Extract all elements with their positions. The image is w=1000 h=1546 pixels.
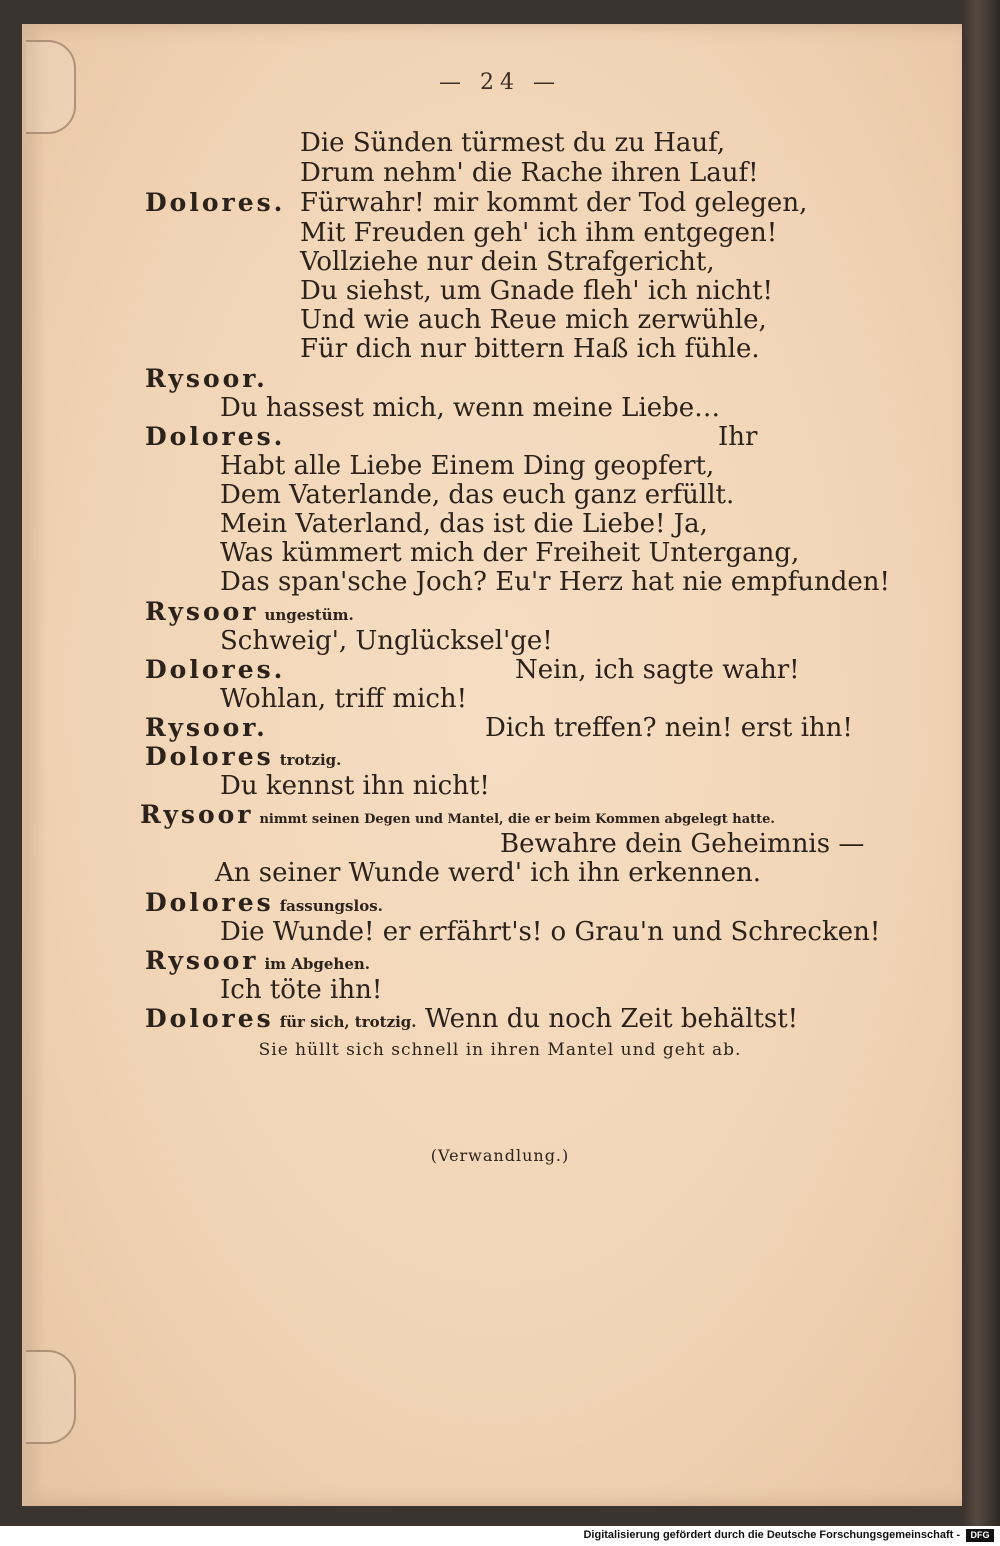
verse-line: Fürwahr! mir kommt der Tod gelegen, — [300, 188, 808, 218]
spine-shadow — [22, 24, 46, 1506]
verse-line: Für dich nur bittern Haß ich fühle. — [300, 334, 760, 364]
verse-line: Habt alle Liebe Einem Ding geopfert, — [220, 451, 715, 481]
funding-credit: Digitalisierung gefördert durch die Deutsche Forschungsgemeinschaft - — [583, 1529, 960, 1541]
speaker-name — [145, 742, 341, 771]
speaker-name: Rysoor. — [145, 713, 268, 742]
stage-direction-inline: fassungslos. — [279, 897, 383, 915]
stage-direction-inline: ungestüm. — [264, 606, 354, 624]
speaker-label: Rysoor — [145, 597, 259, 626]
verse-line: Bewahre dein Geheimnis — — [500, 829, 865, 859]
verse-line: Dem Vaterlande, das euch ganz erfüllt. — [220, 480, 735, 510]
verse-line: Und wie auch Reue mich zerwühle, — [300, 305, 767, 335]
stage-direction-inline: trotzig. — [279, 751, 342, 769]
speaker-name: Dolores. — [145, 188, 286, 217]
verse-line: Schweig', Unglücksel'ge! — [220, 626, 553, 656]
verse-line: Mit Freuden geh' ich ihm entgegen! — [300, 218, 778, 248]
verse-line: Wohlan, triff mich! — [220, 684, 468, 714]
verse-line: Du hassest mich, wenn meine Liebe… — [220, 393, 721, 423]
speaker-name — [140, 800, 775, 829]
verse-line: Was kümmert mich der Freiheit Untergang, — [220, 538, 800, 568]
dfg-logo: DFG — [966, 1529, 994, 1542]
verse-line: Nein, ich sagte wahr! — [515, 655, 800, 685]
footer-bar — [0, 1526, 1000, 1546]
page-number: — 24 — — [439, 70, 561, 95]
verse-line: Die Sünden türmest du zu Hauf, — [300, 128, 726, 158]
speaker-name — [145, 597, 354, 626]
verse-line: Du kennst ihn nicht! — [220, 771, 490, 801]
stage-direction-inline: nimmt seinen Degen und Mantel, die er beim Kommen abgelegt hatte. — [259, 812, 775, 827]
speaker-name — [145, 1004, 417, 1033]
verse-line: An seiner Wunde werd' ich ihn erkennen. — [215, 858, 762, 888]
speaker-name — [145, 888, 383, 917]
stage-direction: Sie hüllt sich schnell in ihren Mantel und geht ab. — [258, 1040, 742, 1060]
verse-line: Du siehst, um Gnade fleh' ich nicht! — [300, 276, 773, 306]
speaker-label: Dolores — [145, 1004, 274, 1033]
stage-direction-inline: für sich, trotzig. — [279, 1013, 417, 1031]
speaker-name: Dolores. — [145, 422, 286, 451]
verse-line: Mein Vaterland, das ist die Liebe! Ja, — [220, 509, 708, 539]
verse-line: Ihr — [718, 422, 758, 452]
scene-transformation: (Verwandlung.) — [430, 1146, 570, 1165]
speaker-name — [145, 946, 370, 975]
speaker-label: Rysoor — [145, 946, 259, 975]
verse-line: Drum nehm' die Rache ihren Lauf! — [300, 158, 759, 188]
stage-direction-inline: im Abgehen. — [264, 955, 370, 973]
speaker-label: Rysoor — [140, 800, 254, 829]
speaker-label: Dolores — [145, 742, 274, 771]
book-edge — [962, 0, 1000, 1526]
verse-line: Vollziehe nur dein Strafgericht, — [300, 247, 715, 277]
verse-line: Wenn du noch Zeit behältst! — [425, 1004, 799, 1034]
verse-line: Ich töte ihn! — [220, 975, 383, 1005]
speaker-name: Dolores. — [145, 655, 286, 684]
speaker-name: Rysoor. — [145, 364, 268, 393]
verse-line: Das span'sche Joch? Eu'r Herz hat nie empfunden! — [220, 567, 890, 597]
verse-line: Die Wunde! er erfährt's! o Grau'n und Schrecken! — [220, 917, 881, 947]
page-clip-bottom — [26, 1350, 76, 1444]
verse-line: Dich treffen? nein! erst ihn! — [485, 713, 853, 743]
speaker-label: Dolores — [145, 888, 274, 917]
